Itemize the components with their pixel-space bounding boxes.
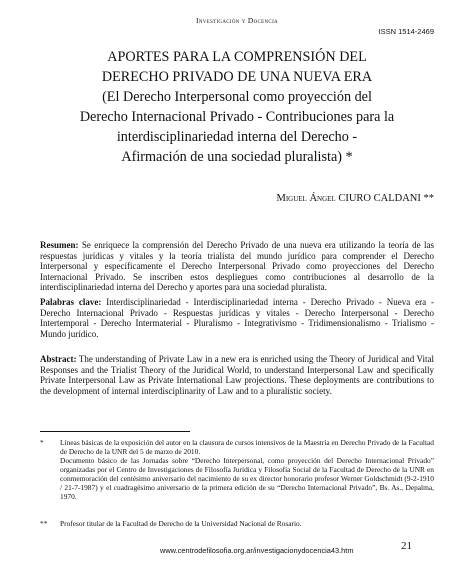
resumen-text: Se enriquece la comprensión del Derecho Privado de una nueva era utilizando la teoría de las respuestas jurídicas y vitales y la teoría trialista del mundo jurídico para comprender el Derecho Interpersonal y específicamente el Derecho Interpersonal Privado como proyecciones del Derecho Internacional Privado. Se inscriben estos despliegues como contribuciones al desarrollo de la interdisciplinariedad interna del Derecho y aportes para una sociedad pluralista. bbox=[40, 240, 434, 293]
abstract-text: The understanding of Private Law in a new era is enriched using the Theory of Juridical and Vital Responses and the Trialist Theory of the Juridical World, to understand Interpersonal Law and specifically Private Interpersonal Law as Private International Law projections. These deployments are contributions to the development of internal interdisciplinarity of Law and to a pluralistic society. bbox=[40, 354, 434, 396]
abstract-label: Abstract: bbox=[40, 354, 77, 364]
author-given-name: Miguel Ángel bbox=[276, 193, 336, 204]
author-footnote-mark: ** bbox=[423, 193, 434, 204]
title-line-2: DERECHO PRIVADO DE UNA NUEVA ERA bbox=[101, 69, 373, 85]
keywords-text: Interdisciplinariedad - Interdisciplinariedad interna - Derecho Privado - Nueva era - Derecho Internacional Privado - Respuestas jurídicas y vitales - Derecho Interpersonal - Derecho Intertemporal - Derecho Intermaterial - Pluralismo - Integrativismo - Tridimensionalismo - Trialismo - Mundo jurídico. bbox=[40, 297, 434, 339]
footnote-1 bbox=[40, 438, 434, 501]
author-surname: CIURO CALDANI bbox=[338, 193, 421, 204]
author-line bbox=[277, 193, 435, 204]
footnote-2 bbox=[40, 519, 434, 528]
footnote-2-text: Profesor titular de la Facultad de Derecho de la Universidad Nacional de Rosario. bbox=[60, 519, 302, 528]
resumen-label: Resumen: bbox=[40, 240, 79, 250]
issn: ISSN 1514-2469 bbox=[378, 27, 434, 36]
footnote-1-paragraph-2: Documento básico de las Jornadas sobre “Derecho Interpersonal, como proyección del Derecho Internacional Privado” organizadas por el Centro de Investigaciones de Filosofía Jurídica y Filosofía Social de la Facultad de Derecho de la UNR en conmemoración del centésimo aniversario del nacimiento de su ex director honorario profesor Werner Goldschmidt (9-2-1910 / 21-7-1987) y el cuadragésimo aniversario de la primera edición de su “Derecho Internacional Privado”, Bs. As., Depalma, 1970. bbox=[60, 456, 434, 501]
title-line-6: Afirmación de una sociedad pluralista) * bbox=[121, 149, 353, 165]
footnote-1-paragraph-1: Líneas básicas de la exposición del autor en la clausura de cursos intensivos de la Maestría en Derecho Privado de la Facultad de Derecho de la UNR del 5 de marzo de 2010. bbox=[60, 438, 434, 456]
keywords-label: Palabras clave: bbox=[40, 297, 102, 307]
title-line-3: (El Derecho Interpersonal como proyección del bbox=[102, 89, 372, 105]
page-number: 21 bbox=[401, 540, 412, 552]
footer-url: www.centrodefilosofia.org.ar/investigacionydocencia43.htm bbox=[160, 546, 354, 555]
resumen-paragraph bbox=[40, 240, 434, 293]
title-line-4: Derecho Internacional Privado - Contribuciones para la bbox=[79, 109, 395, 125]
footnote-2-mark: ** bbox=[40, 519, 48, 528]
abstract-paragraph bbox=[40, 354, 434, 396]
title-line-5: interdisciplinariedad interna del Derecho - bbox=[116, 129, 358, 145]
keywords-paragraph bbox=[40, 297, 434, 339]
article-title bbox=[40, 47, 434, 167]
footnote-1-mark: * bbox=[40, 438, 44, 447]
title-line-1: APORTES PARA LA COMPRENSIÓN DEL bbox=[107, 49, 367, 65]
journal-header: Investigación y Docencia bbox=[196, 16, 278, 25]
footnote-separator bbox=[40, 431, 190, 432]
